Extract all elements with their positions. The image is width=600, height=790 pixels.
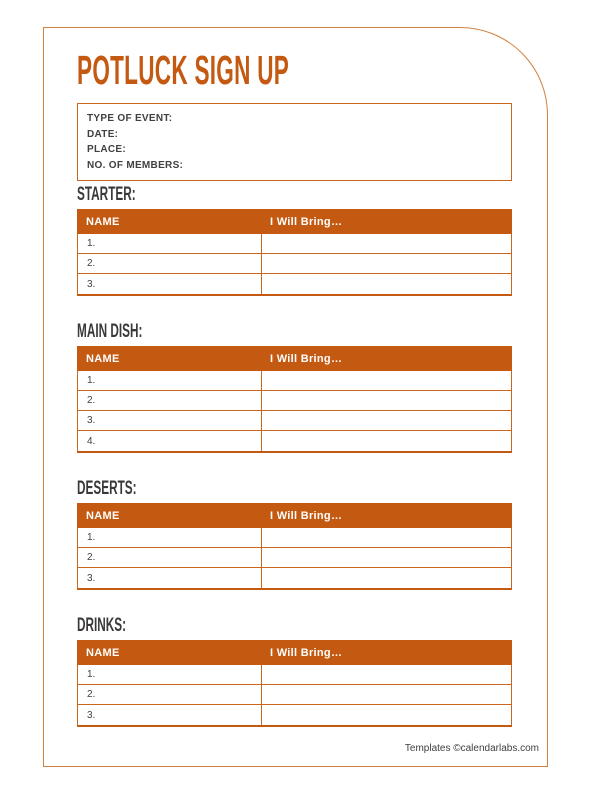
table-row: [78, 665, 511, 685]
signup-table: [77, 346, 512, 453]
row-number-cell: 3.: [87, 572, 96, 584]
section-heading: [77, 615, 512, 636]
row-number-cell: 3.: [87, 415, 96, 426]
table-row: [78, 254, 511, 274]
column-header-name: NAME: [86, 215, 120, 228]
document-page: [43, 27, 548, 767]
event-date-label: DATE:: [87, 128, 119, 140]
table-body: [78, 528, 511, 588]
row-number-cell: 1.: [87, 375, 96, 386]
table-row: [78, 685, 511, 705]
table-row: [78, 431, 511, 451]
column-header-bring: I Will Bring…: [270, 646, 343, 659]
event-info-box: [77, 103, 512, 181]
row-bring-cell: [261, 234, 511, 253]
row-bring-cell: [261, 528, 511, 547]
column-header-name: NAME: [86, 646, 120, 659]
signup-section: [77, 478, 512, 590]
section-heading-text: DESERTS:: [77, 478, 137, 499]
column-header-bring: I Will Bring…: [270, 509, 343, 522]
column-header-name: NAME: [86, 509, 120, 522]
table-row: [78, 391, 511, 411]
table-row: [78, 234, 511, 254]
section-heading: [77, 478, 512, 499]
section-heading-text: DRINKS:: [77, 615, 127, 636]
row-number-cell: 2.: [87, 689, 96, 700]
row-number-cell: 3.: [87, 709, 96, 721]
column-header-name: NAME: [86, 352, 120, 365]
page-title-text: POTLUCK SIGN UP: [77, 47, 290, 93]
section-heading-text: MAIN DISH:: [77, 321, 143, 342]
event-place-label: PLACE:: [87, 144, 127, 155]
table-header-row: [77, 346, 512, 371]
row-bring-cell: [261, 665, 511, 684]
sections: [77, 184, 511, 727]
row-bring-cell: [261, 274, 511, 294]
table-header-row: [77, 640, 512, 665]
row-bring-cell: [261, 705, 511, 725]
section-heading-text: STARTER:: [77, 184, 136, 205]
row-number-cell: 2.: [87, 552, 96, 563]
row-number-cell: 3.: [87, 278, 96, 290]
column-header-bring: I Will Bring…: [270, 352, 343, 365]
table-row: [78, 371, 511, 391]
row-bring-cell: [261, 685, 511, 704]
signup-table: [77, 640, 512, 727]
column-header-bring: I Will Bring…: [270, 215, 343, 228]
signup-section: [77, 184, 512, 296]
event-members-label: NO. OF MEMBERS:: [87, 159, 184, 171]
row-bring-cell: [261, 411, 511, 430]
table-row: [78, 568, 511, 588]
section-heading: [77, 321, 512, 342]
section-heading: [77, 184, 512, 205]
page-title: [77, 47, 511, 93]
table-row: [78, 411, 511, 431]
event-type-label: TYPE OF EVENT:: [87, 113, 173, 124]
table-body: [78, 665, 511, 725]
row-number-cell: 2.: [87, 395, 96, 406]
row-bring-cell: [261, 568, 511, 588]
row-number-cell: 4.: [87, 435, 96, 447]
signup-table: [77, 209, 512, 296]
row-bring-cell: [261, 371, 511, 390]
table-row: [78, 548, 511, 568]
row-bring-cell: [261, 548, 511, 567]
footer-credit: Templates ©calendarlabs.com: [404, 743, 539, 754]
row-number-cell: 1.: [87, 238, 96, 249]
row-number-cell: 1.: [87, 532, 96, 543]
table-body: [78, 234, 511, 294]
signup-section: [77, 615, 512, 727]
table-row: [78, 274, 511, 294]
row-number-cell: 2.: [87, 258, 96, 269]
row-bring-cell: [261, 431, 511, 451]
table-row: [78, 705, 511, 725]
row-number-cell: 1.: [87, 669, 96, 680]
row-bring-cell: [261, 391, 511, 410]
table-body: [78, 371, 511, 451]
row-bring-cell: [261, 254, 511, 273]
signup-section: [77, 321, 512, 453]
table-row: [78, 528, 511, 548]
table-header-row: [77, 503, 512, 528]
table-header-row: [77, 209, 512, 234]
signup-table: [77, 503, 512, 590]
